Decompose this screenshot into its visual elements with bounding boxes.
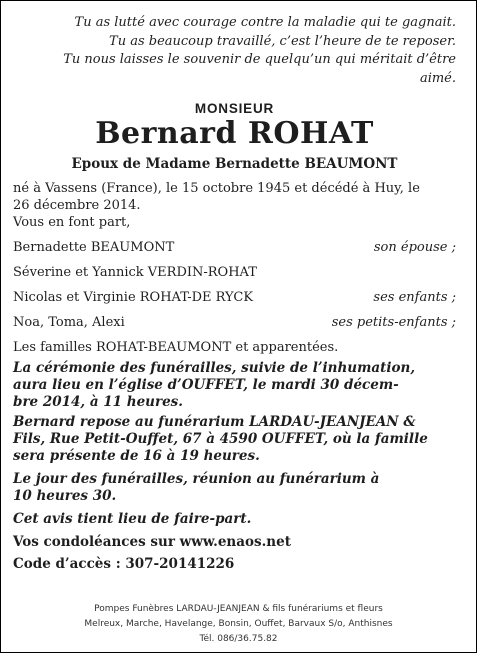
ceremony-paragraph: La cérémonie des funérailles, suivie de l’inhumation, aura lieu en l’église d’OUFFET, le mardi 30 décem- bre 2014, à 11 heures. <box>13 360 416 410</box>
poem-line: Tu nous laisses le souvenir de quelqu’un qui méritait d’être <box>63 52 456 67</box>
notice-line: Cet avis tient lieu de faire-part. <box>13 511 252 527</box>
family-names: Séverine et Yannick VERDIN-ROHAT <box>13 265 257 280</box>
family-relation: ses enfants ; <box>373 290 456 305</box>
intro-line: né à Vassens (France), le 15 octobre 1945 et décédé à Huy, le <box>13 181 420 196</box>
poem-line: aimé. <box>419 70 456 86</box>
family-row <box>13 289 456 306</box>
families-line: Les familles ROHAT-BEAUMONT et apparentées. <box>13 340 339 355</box>
access-code: Code d’accès : 307-20141226 <box>13 556 235 572</box>
funeral-home-paragraph: Bernard repose au funérarium LARDAU-JEANJEAN & Fils, Rue Petit-Ouffet, 67 à 4590 OUFFET, où la famille sera présente de 16 à 19 heures. <box>13 414 428 464</box>
family-names: Bernadette BEAUMONT <box>13 240 175 255</box>
notice-content <box>13 14 456 573</box>
intro-line: Vous en font part, <box>13 215 131 230</box>
honorific-title: MONSIEUR <box>194 101 275 116</box>
poem <box>13 14 456 88</box>
family-row <box>13 239 456 256</box>
family-relation: ses petits-enfants ; <box>331 315 456 330</box>
reunion-paragraph: Le jour des funérailles, réunion au funérarium à 10 heures 30. <box>13 471 380 504</box>
poem-line: Tu as beaucoup travaillé, c’est l’heure de te reposer. <box>109 33 456 49</box>
family-row <box>13 314 456 331</box>
condolences-line: Vos condoléances sur www.enaos.net <box>13 534 291 550</box>
spouse-line: Epoux de Madame Bernadette BEAUMONT <box>71 156 398 172</box>
deceased-name: Bernard ROHAT <box>95 116 374 151</box>
funeral-director-footer: Pompes Funèbres LARDAU-JEANJEAN & fils funérariums et fleurs Melreux, Marche, Havelange, Bonsin, Ouffet, Barvaux S/o, Anthisnes Tél. 086/36.75.82 <box>84 604 393 644</box>
family-names: Noa, Toma, Alexi <box>13 315 125 330</box>
family-names: Nicolas et Virginie ROHAT-DE RYCK <box>13 290 254 305</box>
family-relation: son épouse ; <box>373 240 456 255</box>
poem-line: Tu as lutté avec courage contre la maladie qui te gagnait. <box>74 15 456 30</box>
intro-text <box>13 180 456 231</box>
family-row <box>13 264 456 281</box>
intro-line: 26 décembre 2014. <box>13 198 141 213</box>
